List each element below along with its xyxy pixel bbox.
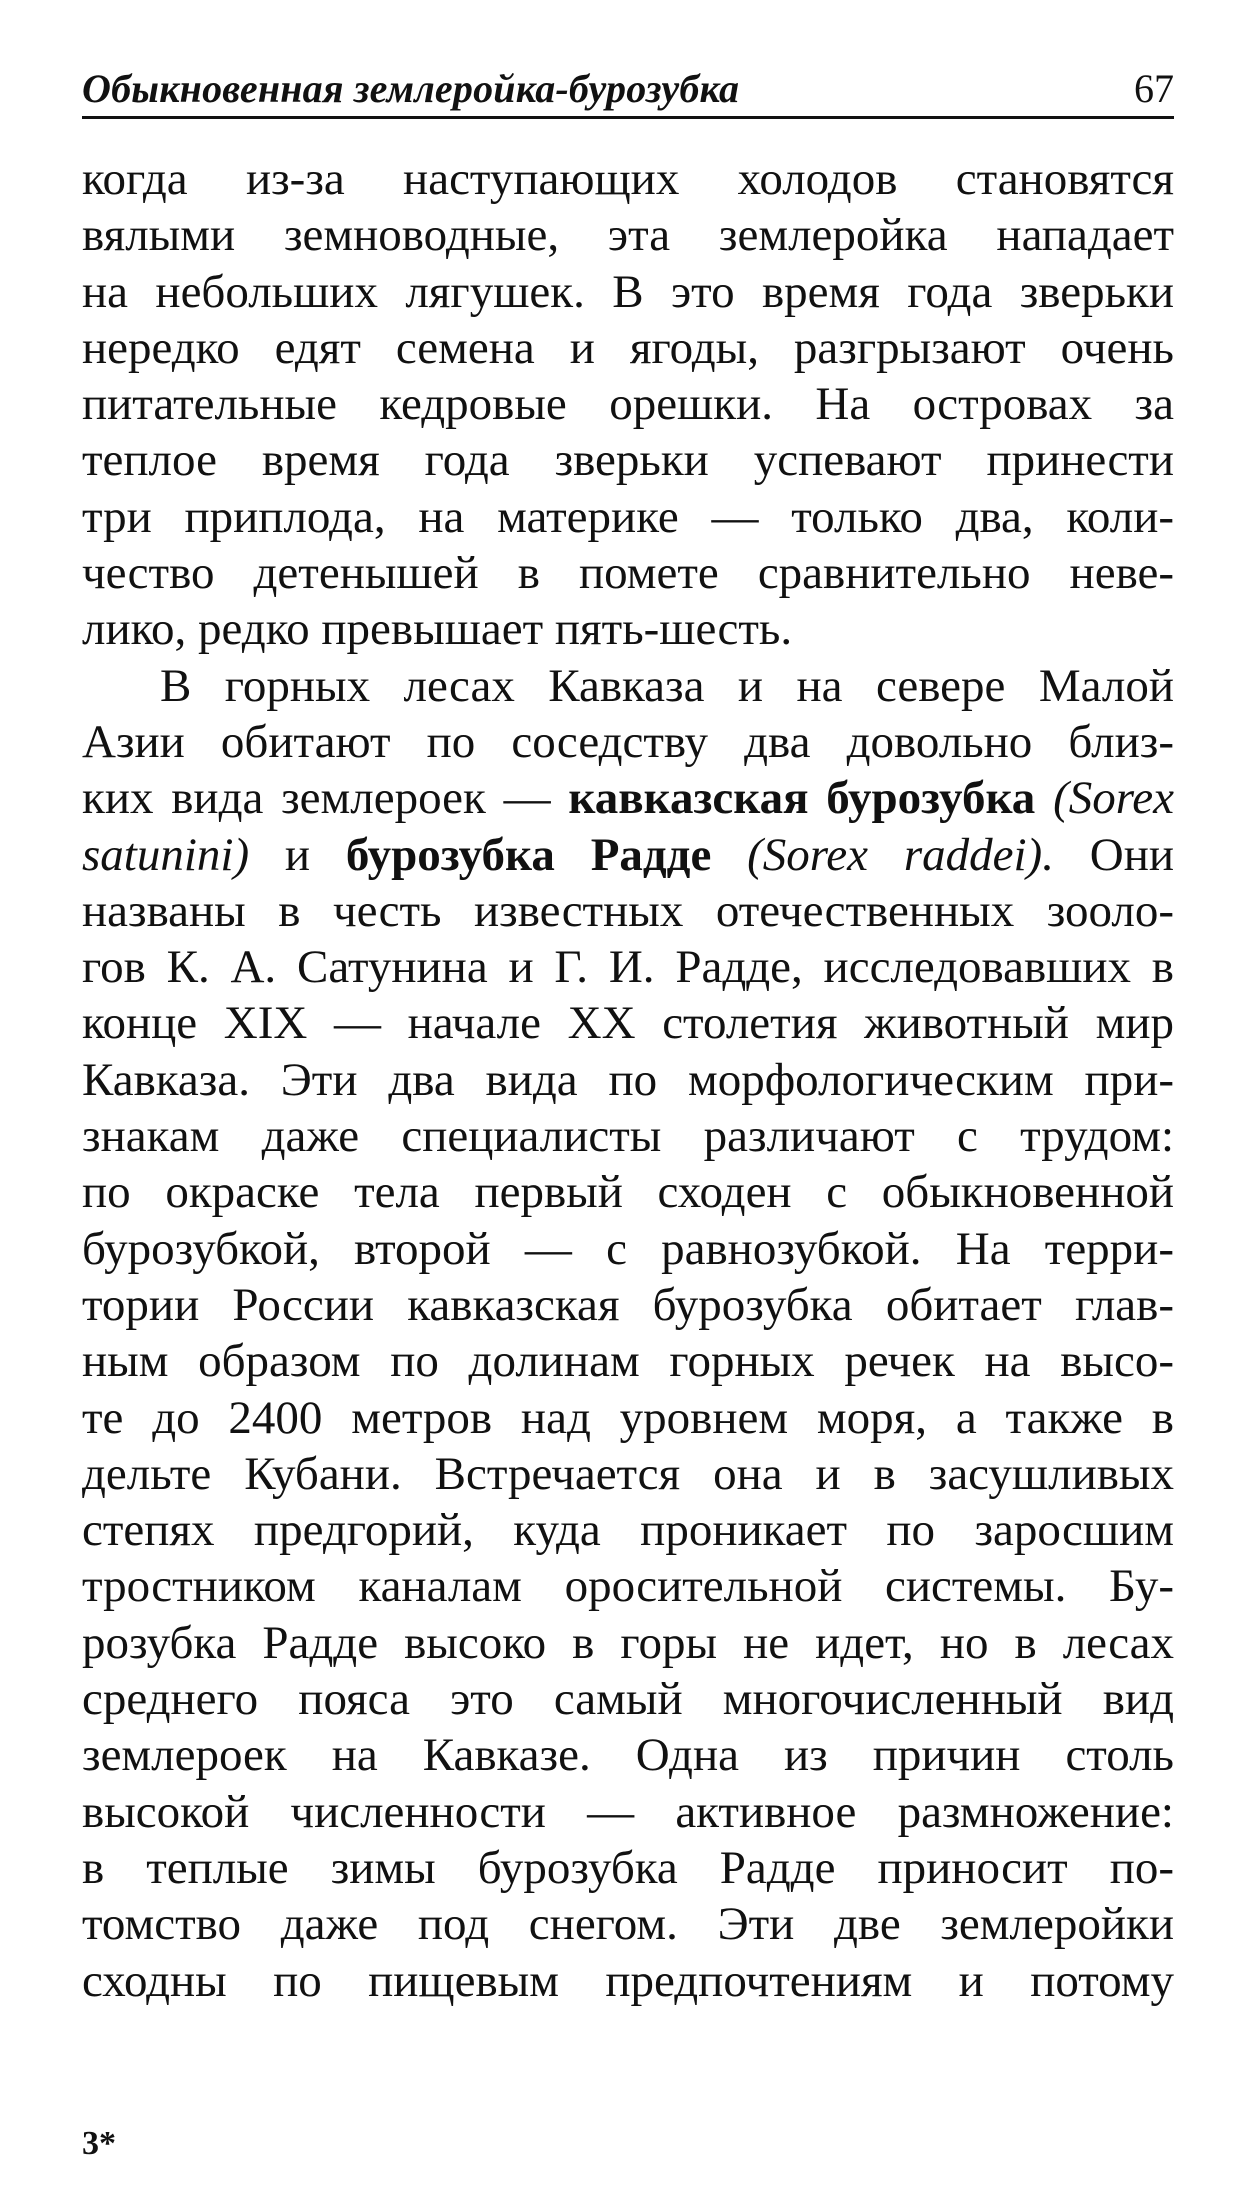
text-line: теплое время года зверьки успевают принести (82, 434, 1174, 487)
text-line: вялыми земноводные, эта землеройка нападает (82, 209, 1174, 262)
signature-mark: 3* (82, 2125, 116, 2162)
text-line: высокой численности — активное размножение: (82, 1785, 1174, 1838)
latin-name-radde: (Sorex raddei). (711, 828, 1054, 881)
body-text (82, 151, 1174, 2009)
text-line: знакам даже специалисты различают с трудом: (82, 1110, 1174, 1163)
book-page (82, 60, 1174, 2009)
text-line (82, 827, 1174, 883)
text-line: конце XIX — начале XX столетия животный мир (82, 997, 1174, 1050)
running-title: Обыкновенная землеройка-бурозубка (82, 66, 740, 111)
text-line: названы в честь известных отечественных зооло- (82, 884, 1174, 937)
text-line: степях предгорий, куда проникает по заросшим (82, 1504, 1174, 1557)
text-line: чество детенышей в помете сравнительно неве- (82, 547, 1174, 600)
text-line: те до 2400 метров над уровнем моря, а также в (82, 1391, 1174, 1444)
text-line: бурозубкой, второй — с равнозубкой. На терри- (82, 1222, 1174, 1275)
line-text: ких вида землероек — (82, 772, 569, 825)
text-line: гов К. А. Сатунина и Г. И. Радде, исследовавших в (82, 941, 1174, 994)
text-line: томство даже под снегом. Эти две землеройки (82, 1898, 1174, 1951)
text-line: Кавказа. Эти два вида по морфологическим при- (82, 1053, 1174, 1106)
species-name-caucasian-shrew: кавказская бурозубка (568, 772, 1036, 825)
text-line: Азии обитают по соседству два довольно близ- (82, 715, 1174, 768)
page-number: 67 (1134, 66, 1174, 111)
latin-name-open: (Sorex (1035, 772, 1174, 825)
text-line: землероек на Кавказе. Одна из причин столь (82, 1729, 1174, 1782)
text-line: тории России кавказская бурозубка обитает глав- (82, 1278, 1174, 1331)
text-line: в теплые зимы бурозубка Радде приносит по- (82, 1841, 1174, 1894)
text-line: среднего пояса это самый многочисленный вид (82, 1673, 1174, 1726)
text-line (82, 770, 1174, 826)
text-line: розубка Радде высоко в горы не идет, но в лесах (82, 1616, 1174, 1669)
line-text: Они (1053, 828, 1175, 881)
text-line: В горных лесах Кавказа и на севере Малой (160, 659, 1174, 712)
text-line: на небольших лягушек. В это время года зверьки (82, 265, 1174, 318)
text-line: когда из-за наступающих холодов становятся (82, 153, 1174, 205)
text-line: три приплода, на материке — только два, коли- (82, 490, 1174, 543)
text-line: нередко едят семена и ягоды, разгрызают очень (82, 321, 1174, 374)
species-name-radde-shrew: бурозубка Радде (345, 828, 712, 881)
line-text: и (249, 828, 346, 881)
text-line: ным образом по долинам горных речек на высо- (82, 1335, 1174, 1388)
paragraph-2 (82, 658, 1174, 2009)
running-head (82, 60, 1174, 119)
text-line: лико, редко превышает пять-шесть. (82, 603, 793, 656)
latin-name-close: satunini) (82, 828, 250, 881)
text-line: дельте Кубани. Встречается она и в засушливых (82, 1447, 1174, 1500)
text-line: тростником каналам оросительной системы. Бу- (82, 1560, 1174, 1613)
text-line: сходны по пищевым предпочтениям и потому (82, 1954, 1174, 2007)
text-line: по окраске тела первый сходен с обыкновенной (82, 1166, 1174, 1219)
paragraph-1 (82, 151, 1174, 658)
text-line: питательные кедровые орешки. На островах за (82, 378, 1174, 431)
